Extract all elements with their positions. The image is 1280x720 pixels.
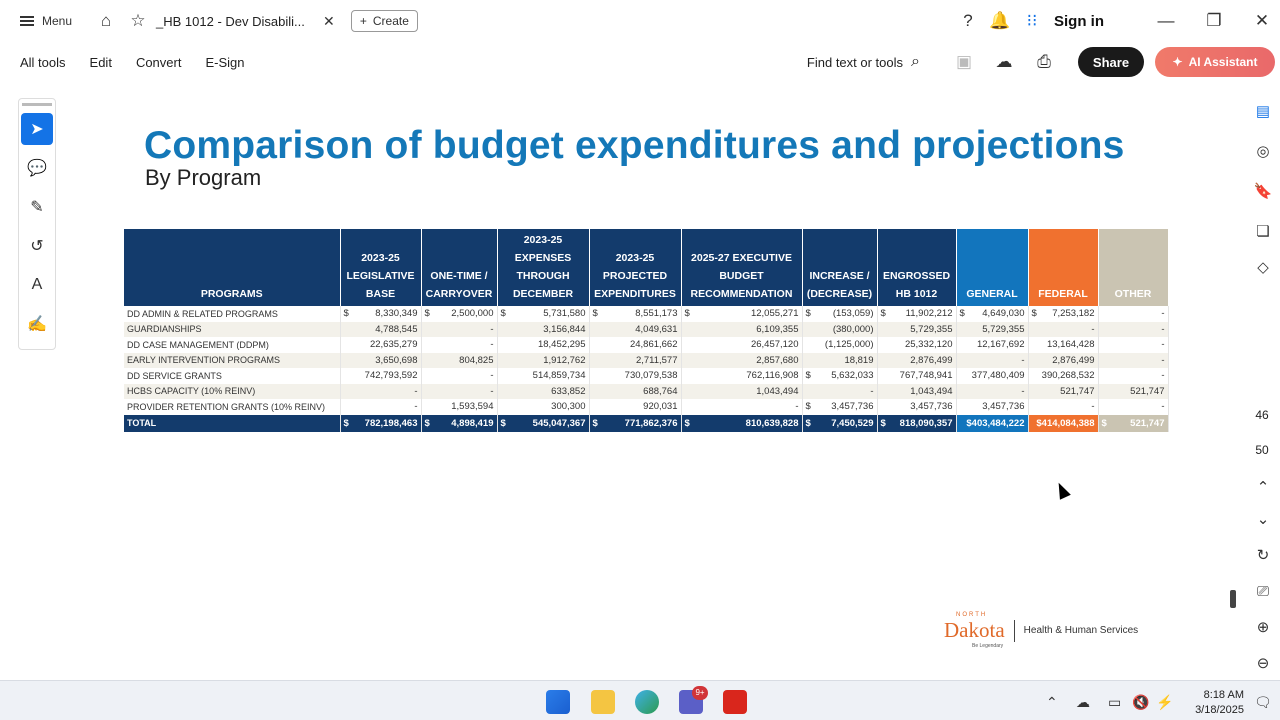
comment-tool-icon[interactable]: 💬 bbox=[27, 160, 47, 177]
draw-freehand-icon[interactable]: ↺ bbox=[30, 238, 44, 255]
logo-tagline: Be Legendary bbox=[972, 643, 1004, 649]
cell-federal bbox=[1028, 353, 1098, 369]
plus-icon: + bbox=[359, 14, 367, 28]
program-name: DD SERVICE GRANTS bbox=[124, 368, 340, 384]
cell-value: - bbox=[1161, 308, 1165, 320]
ai-assistant-button[interactable] bbox=[1155, 47, 1275, 77]
cell-hb bbox=[877, 384, 956, 400]
dollar-sign: $ bbox=[343, 417, 349, 429]
cell-expenses bbox=[497, 384, 589, 400]
cell-value: 22,635,279 bbox=[369, 339, 418, 351]
cell-expenses bbox=[497, 337, 589, 353]
cell-base bbox=[340, 384, 421, 400]
nd-hhs-logo bbox=[944, 612, 1139, 649]
cell-onetime bbox=[421, 337, 497, 353]
cell-value: - bbox=[1091, 401, 1095, 413]
cell-value: 26,457,120 bbox=[750, 339, 799, 351]
dollar-sign: $ bbox=[424, 417, 430, 429]
table-row bbox=[124, 384, 1168, 400]
search-icon: ⌕ bbox=[911, 53, 920, 70]
dollar-sign: $ bbox=[343, 308, 349, 320]
cell-value: 377,480,409 bbox=[971, 370, 1025, 382]
cell-value: 762,116,908 bbox=[746, 370, 799, 382]
cell-value: 2,857,680 bbox=[756, 354, 799, 366]
cell-value: 521,747 bbox=[1130, 417, 1165, 429]
table-body bbox=[124, 306, 1168, 432]
cell-projected bbox=[589, 306, 681, 322]
cell-onetime bbox=[421, 399, 497, 415]
close-window-icon[interactable]: ✕ bbox=[1254, 11, 1270, 30]
cell-change bbox=[802, 384, 877, 400]
cell-value: 3,457,736 bbox=[910, 401, 953, 413]
convert-link[interactable]: Convert bbox=[135, 54, 182, 70]
save-icon[interactable]: ▣ bbox=[955, 52, 973, 71]
cell-hb bbox=[877, 415, 956, 432]
cell-value: 8,551,173 bbox=[635, 308, 678, 320]
cell-expenses bbox=[497, 368, 589, 384]
cell-value: - bbox=[1161, 401, 1165, 413]
cell-value: 2,876,499 bbox=[910, 354, 953, 366]
dollar-sign: $ bbox=[1031, 308, 1037, 320]
cell-value: 514,859,734 bbox=[532, 370, 586, 382]
cell-change bbox=[802, 368, 877, 384]
left-tool-rail bbox=[18, 98, 56, 350]
cell-value: 5,731,580 bbox=[543, 308, 586, 320]
cell-exec bbox=[681, 322, 802, 338]
cell-general bbox=[956, 322, 1028, 338]
table-total-row bbox=[124, 415, 1168, 432]
col-federal: FEDERAL bbox=[1028, 229, 1098, 306]
teams-badge: 9+ bbox=[692, 686, 708, 700]
table-row bbox=[124, 322, 1168, 338]
col-expenses: 2023-25 EXPENSES THROUGH DECEMBER bbox=[497, 229, 589, 306]
dollar-sign: $ bbox=[1101, 417, 1107, 429]
col-executive-budget: 2025-27 EXECUTIVE BUDGET RECOMMENDATION bbox=[681, 229, 802, 306]
logo-divider bbox=[1014, 620, 1015, 642]
cell-value: - bbox=[1021, 385, 1025, 397]
find-label: Find text or tools bbox=[806, 54, 904, 70]
cell-other bbox=[1098, 384, 1168, 400]
cell-base bbox=[340, 322, 421, 338]
cell-base bbox=[340, 368, 421, 384]
cell-general bbox=[956, 399, 1028, 415]
cell-value: 1,043,494 bbox=[756, 385, 799, 397]
pages-thumbnail-icon[interactable]: ❏ bbox=[1256, 223, 1270, 240]
logo-north: NORTH bbox=[956, 612, 988, 618]
cell-value: - bbox=[490, 323, 494, 335]
cell-general bbox=[956, 306, 1028, 322]
cell-change bbox=[802, 322, 877, 338]
dollar-sign: $ bbox=[500, 308, 506, 320]
cell-federal bbox=[1028, 322, 1098, 338]
program-name: TOTAL bbox=[124, 415, 340, 432]
cell-projected bbox=[589, 353, 681, 369]
sign-in-button[interactable]: Sign in bbox=[1054, 12, 1104, 30]
program-name: GUARDIANSHIPS bbox=[124, 322, 340, 338]
page-indicator-current[interactable]: 46 bbox=[1255, 408, 1269, 422]
table-header-row bbox=[124, 229, 1168, 306]
budget-table bbox=[124, 229, 1169, 432]
cell-change bbox=[802, 415, 877, 432]
cell-hb bbox=[877, 368, 956, 384]
col-increase-decrease: INCREASE / (DECREASE) bbox=[802, 229, 877, 306]
ai-sparkle-icon: ✦ bbox=[1172, 55, 1183, 69]
zoom-out-icon[interactable]: ⊖ bbox=[1256, 655, 1270, 672]
cell-change bbox=[802, 306, 877, 322]
edit-link[interactable]: Edit bbox=[89, 54, 112, 70]
upload-cloud-icon[interactable]: ☁ bbox=[995, 52, 1013, 71]
volume-muted-icon[interactable]: 🔇 bbox=[1132, 694, 1150, 710]
cell-other bbox=[1098, 337, 1168, 353]
cell-hb bbox=[877, 353, 956, 369]
cell-value: 818,090,357 bbox=[899, 417, 953, 429]
cell-value: 18,452,295 bbox=[537, 339, 586, 351]
cell-expenses bbox=[497, 399, 589, 415]
cell-value: 7,253,182 bbox=[1052, 308, 1095, 320]
cell-general bbox=[956, 415, 1028, 432]
notifications-icon[interactable]: 🗨 bbox=[1254, 694, 1272, 710]
cell-base bbox=[340, 353, 421, 369]
cell-value: (1,125,000) bbox=[824, 339, 874, 351]
title-bar bbox=[0, 0, 1280, 42]
cell-value: 545,047,367 bbox=[532, 417, 586, 429]
home-icon[interactable]: ⌂ bbox=[100, 11, 112, 30]
cell-value: 5,632,033 bbox=[831, 370, 874, 382]
col-general: GENERAL bbox=[956, 229, 1028, 306]
cell-general bbox=[956, 384, 1028, 400]
restore-icon[interactable]: ❐ bbox=[1206, 11, 1222, 30]
page-down-icon[interactable]: ⌄ bbox=[1256, 511, 1270, 528]
cell-value: - bbox=[1091, 323, 1095, 335]
cell-change bbox=[802, 337, 877, 353]
cell-onetime bbox=[421, 306, 497, 322]
cell-value: (380,000) bbox=[832, 323, 874, 335]
cell-value: 1,912,762 bbox=[543, 354, 586, 366]
cell-projected bbox=[589, 337, 681, 353]
cell-exec bbox=[681, 384, 802, 400]
cell-value: 730,079,538 bbox=[624, 370, 678, 382]
cell-hb bbox=[877, 337, 956, 353]
cell-value: - bbox=[795, 401, 799, 413]
cell-projected bbox=[589, 399, 681, 415]
cell-value: 2,500,000 bbox=[451, 308, 494, 320]
col-engrossed: ENGROSSED HB 1012 bbox=[877, 229, 956, 306]
clock-time: 8:18 AM bbox=[1203, 689, 1244, 701]
dollar-sign: $ bbox=[805, 308, 811, 320]
col-other: OTHER bbox=[1098, 229, 1168, 306]
program-name: DD ADMIN & RELATED PROGRAMS bbox=[124, 306, 340, 322]
refresh-icon[interactable]: ↻ bbox=[1256, 547, 1270, 564]
dollar-sign: $ bbox=[805, 417, 811, 429]
cell-exec bbox=[681, 306, 802, 322]
cell-base bbox=[340, 415, 421, 432]
page-indicator-total: 50 bbox=[1255, 443, 1269, 457]
cell-hb bbox=[877, 399, 956, 415]
cell-value: 11,902,212 bbox=[905, 308, 953, 320]
notification-bell-icon[interactable]: 🔔 bbox=[989, 11, 1011, 30]
cell-value: 2,876,499 bbox=[1052, 354, 1095, 366]
tray-chevron-icon[interactable]: ⌃ bbox=[1046, 694, 1058, 710]
cell-value: 5,729,355 bbox=[910, 323, 953, 335]
cell-federal bbox=[1028, 337, 1098, 353]
dollar-sign: $ bbox=[880, 417, 886, 429]
dollar-sign: $ bbox=[880, 308, 886, 320]
logo-department: Health & Human Services bbox=[1023, 625, 1139, 636]
cell-value: 3,650,698 bbox=[375, 354, 418, 366]
table-row bbox=[124, 306, 1168, 322]
cell-value: 4,649,030 bbox=[982, 308, 1025, 320]
cell-onetime bbox=[421, 384, 497, 400]
cell-value: 300,300 bbox=[551, 401, 586, 413]
highlight-pen-icon[interactable]: ✎ bbox=[30, 199, 44, 216]
table-row bbox=[124, 368, 1168, 384]
apps-grid-icon[interactable]: ⁝⁝ bbox=[1026, 11, 1038, 30]
rail-grip[interactable] bbox=[22, 103, 52, 106]
close-tab-icon[interactable]: ✕ bbox=[323, 12, 335, 29]
dollar-sign: $ bbox=[805, 401, 811, 413]
cell-value: - bbox=[414, 401, 418, 413]
cell-expenses bbox=[497, 353, 589, 369]
share-button[interactable]: Share bbox=[1078, 47, 1144, 77]
cell-value: 18,819 bbox=[844, 354, 874, 366]
cell-expenses bbox=[497, 415, 589, 432]
dollar-sign: $ bbox=[500, 417, 506, 429]
display-icon[interactable]: ▭ bbox=[1108, 694, 1122, 710]
cell-onetime bbox=[421, 415, 497, 432]
document-tab[interactable] bbox=[128, 11, 339, 31]
cell-value: $403,484,222 bbox=[966, 417, 1025, 429]
edge-browser-icon[interactable] bbox=[635, 690, 659, 714]
cell-expenses bbox=[497, 306, 589, 322]
cell-change bbox=[802, 399, 877, 415]
cell-onetime bbox=[421, 368, 497, 384]
cell-value: 688,764 bbox=[643, 385, 678, 397]
cell-value: 782,198,463 bbox=[364, 417, 418, 429]
cell-projected bbox=[589, 384, 681, 400]
cell-value: 771,862,376 bbox=[624, 417, 678, 429]
cell-value: 4,898,419 bbox=[451, 417, 494, 429]
cell-value: 767,748,941 bbox=[899, 370, 953, 382]
cell-projected bbox=[589, 415, 681, 432]
select-tool-icon[interactable]: ➤ bbox=[21, 113, 53, 145]
minimize-icon[interactable]: — bbox=[1157, 11, 1175, 30]
cell-base bbox=[340, 306, 421, 322]
cell-value: - bbox=[490, 385, 494, 397]
cell-value: - bbox=[1161, 370, 1165, 382]
cell-onetime bbox=[421, 322, 497, 338]
page-subtitle: By Program bbox=[145, 165, 262, 190]
cell-value: 7,450,529 bbox=[831, 417, 874, 429]
cell-federal bbox=[1028, 384, 1098, 400]
dollar-sign: $ bbox=[959, 308, 965, 320]
cell-hb bbox=[877, 322, 956, 338]
cell-value: 5,729,355 bbox=[982, 323, 1025, 335]
cell-value: - bbox=[1021, 354, 1025, 366]
cell-federal bbox=[1028, 306, 1098, 322]
hamburger-icon bbox=[20, 16, 34, 26]
cell-value: 8,330,349 bbox=[375, 308, 418, 320]
power-icon[interactable]: ⚡ bbox=[1156, 694, 1174, 710]
cell-value: 633,852 bbox=[551, 385, 586, 397]
cell-exec bbox=[681, 368, 802, 384]
dollar-sign: $ bbox=[592, 308, 598, 320]
cell-value: - bbox=[490, 339, 494, 351]
table-row bbox=[124, 353, 1168, 369]
cell-value: 4,788,545 bbox=[375, 323, 418, 335]
main-toolbar bbox=[0, 42, 1280, 82]
cell-value: 12,167,692 bbox=[976, 339, 1025, 351]
comments-panel-icon[interactable]: ◎ bbox=[1256, 143, 1270, 160]
logo-dakota: Dakota bbox=[944, 618, 1005, 642]
cell-value: $414,084,388 bbox=[1036, 417, 1095, 429]
star-icon[interactable]: ☆ bbox=[130, 11, 146, 30]
dollar-sign: $ bbox=[805, 370, 811, 382]
cell-other bbox=[1098, 399, 1168, 415]
cell-value: (153,059) bbox=[832, 308, 874, 320]
cell-base bbox=[340, 399, 421, 415]
page-up-icon[interactable]: ⌃ bbox=[1256, 479, 1270, 496]
cell-value: - bbox=[870, 385, 874, 397]
cell-value: 1,593,594 bbox=[451, 401, 494, 413]
cell-other bbox=[1098, 368, 1168, 384]
dollar-sign: $ bbox=[424, 308, 430, 320]
table-row bbox=[124, 399, 1168, 415]
cell-value: 390,268,532 bbox=[1041, 370, 1095, 382]
right-rail bbox=[1244, 92, 1280, 682]
text-select-icon[interactable]: A bbox=[31, 276, 43, 293]
cell-general bbox=[956, 337, 1028, 353]
cell-general bbox=[956, 353, 1028, 369]
help-icon[interactable]: ? bbox=[963, 11, 973, 30]
page-fit-icon[interactable]: ⎚ bbox=[1256, 582, 1269, 600]
document-tab-title: _HB 1012 - Dev Disabili... bbox=[156, 13, 305, 29]
col-programs: PROGRAMS bbox=[124, 229, 340, 306]
col-projected: 2023-25 PROJECTED EXPENDITURES bbox=[589, 229, 681, 306]
cell-other bbox=[1098, 322, 1168, 338]
cell-value: 742,793,592 bbox=[364, 370, 418, 382]
cell-expenses bbox=[497, 322, 589, 338]
program-name: HCBS CAPACITY (10% REINV) bbox=[124, 384, 340, 400]
cell-value: 1,043,494 bbox=[910, 385, 953, 397]
cell-federal bbox=[1028, 368, 1098, 384]
cell-value: 25,332,120 bbox=[904, 339, 953, 351]
cell-value: - bbox=[414, 385, 418, 397]
program-name: PROVIDER RETENTION GRANTS (10% REINV) bbox=[124, 399, 340, 415]
cell-value: 3,457,736 bbox=[982, 401, 1025, 413]
col-one-time: ONE-TIME / CARRYOVER bbox=[421, 229, 497, 306]
cell-exec bbox=[681, 353, 802, 369]
create-button[interactable] bbox=[351, 10, 418, 32]
layers-icon[interactable]: ◇ bbox=[1257, 259, 1269, 276]
onedrive-icon[interactable]: ☁ bbox=[1076, 694, 1090, 710]
cell-projected bbox=[589, 322, 681, 338]
cell-onetime bbox=[421, 353, 497, 369]
cell-value: - bbox=[1161, 339, 1165, 351]
table-row bbox=[124, 337, 1168, 353]
file-explorer-icon[interactable] bbox=[591, 690, 615, 714]
sign-tool-icon[interactable]: ✍ bbox=[27, 316, 47, 333]
ai-assistant-label: AI Assistant bbox=[1188, 55, 1258, 69]
program-name: EARLY INTERVENTION PROGRAMS bbox=[124, 353, 340, 369]
cell-value: 12,055,271 bbox=[750, 308, 799, 320]
windows-start-icon[interactable] bbox=[546, 690, 570, 714]
cell-value: 920,031 bbox=[643, 401, 678, 413]
taskbar-clock[interactable] bbox=[1186, 688, 1244, 718]
cell-exec bbox=[681, 415, 802, 432]
cell-value: 521,747 bbox=[1130, 385, 1165, 397]
cell-other bbox=[1098, 353, 1168, 369]
menu-button[interactable] bbox=[20, 14, 72, 28]
cell-value: 4,049,631 bbox=[635, 323, 678, 335]
dollar-sign: $ bbox=[592, 417, 598, 429]
cell-value: 804,825 bbox=[459, 354, 494, 366]
create-label: Create bbox=[372, 14, 409, 28]
esign-link[interactable]: E-Sign bbox=[205, 54, 245, 70]
cell-value: 810,639,828 bbox=[745, 417, 799, 429]
cell-value: - bbox=[1161, 323, 1165, 335]
cell-other bbox=[1098, 415, 1168, 432]
cell-value: - bbox=[490, 370, 494, 382]
cell-value: 3,156,844 bbox=[543, 323, 586, 335]
all-tools-link[interactable]: All tools bbox=[20, 54, 66, 70]
menu-label: Menu bbox=[42, 14, 73, 28]
cell-value: 24,861,662 bbox=[629, 339, 678, 351]
col-legislative-base: 2023-25 LEGISLATIVE BASE bbox=[340, 229, 421, 306]
cell-change bbox=[802, 353, 877, 369]
zoom-in-icon[interactable]: ⊕ bbox=[1256, 619, 1270, 636]
scrollbar-thumb[interactable] bbox=[1230, 590, 1236, 608]
cell-base bbox=[340, 337, 421, 353]
cell-general bbox=[956, 368, 1028, 384]
cell-value: - bbox=[1161, 354, 1165, 366]
acrobat-icon[interactable] bbox=[723, 690, 747, 714]
ai-summary-icon[interactable]: ▤ bbox=[1255, 103, 1271, 120]
clock-date: 3/18/2025 bbox=[1195, 704, 1244, 716]
find-tools[interactable] bbox=[807, 53, 920, 71]
cell-hb bbox=[877, 306, 956, 322]
cell-exec bbox=[681, 399, 802, 415]
print-icon[interactable]: ⎙ bbox=[1037, 52, 1051, 71]
cell-exec bbox=[681, 337, 802, 353]
page-title: Comparison of budget expenditures and projections bbox=[144, 124, 1125, 167]
bookmarks-icon[interactable]: 🔖 bbox=[1253, 183, 1273, 200]
cell-other bbox=[1098, 306, 1168, 322]
cell-federal bbox=[1028, 399, 1098, 415]
cell-value: 13,164,428 bbox=[1046, 339, 1095, 351]
cell-value: 6,109,355 bbox=[756, 323, 799, 335]
cell-value: 521,747 bbox=[1060, 385, 1095, 397]
cell-value: 2,711,577 bbox=[635, 354, 678, 366]
dollar-sign: $ bbox=[684, 417, 690, 429]
cell-federal bbox=[1028, 415, 1098, 432]
mouse-cursor bbox=[1053, 480, 1071, 500]
dollar-sign: $ bbox=[684, 308, 690, 320]
cell-projected bbox=[589, 368, 681, 384]
cell-value: 3,457,736 bbox=[831, 401, 874, 413]
program-name: DD CASE MANAGEMENT (DDPM) bbox=[124, 337, 340, 353]
